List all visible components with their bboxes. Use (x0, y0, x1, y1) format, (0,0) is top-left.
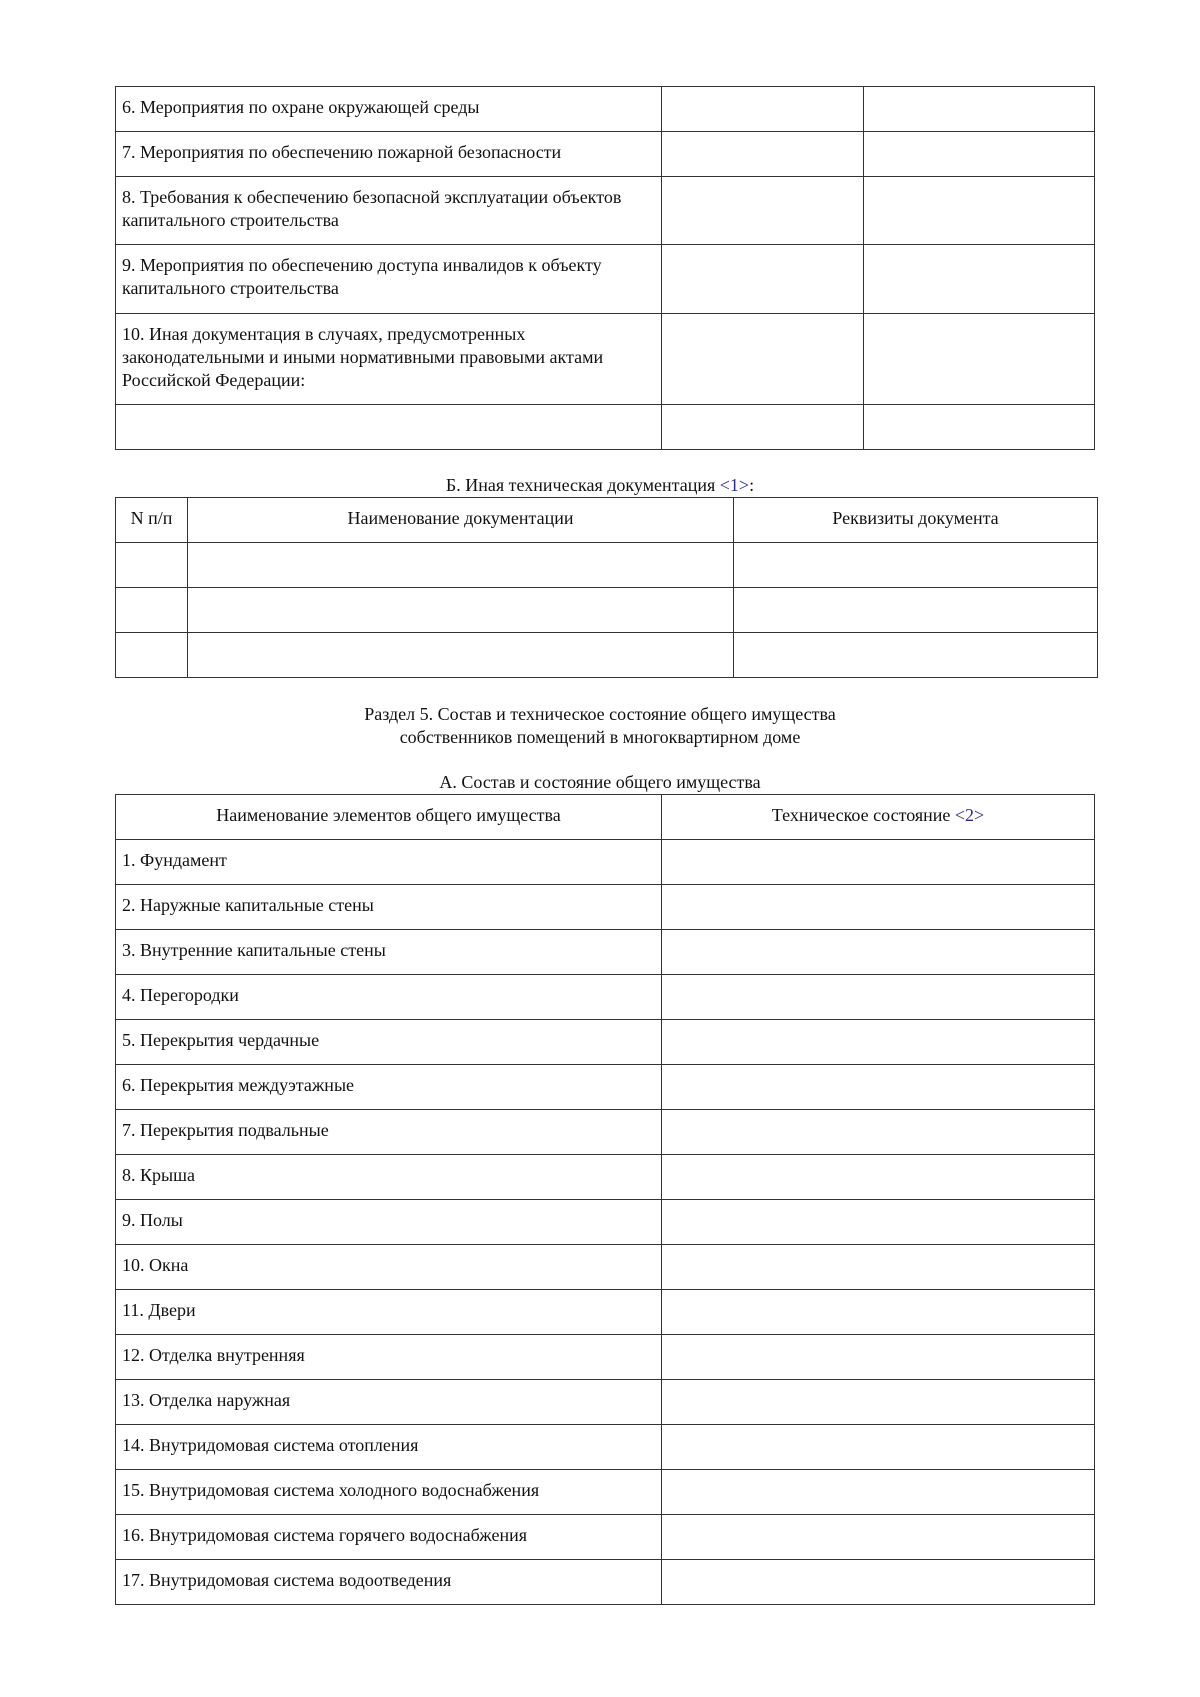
table-row (116, 1380, 1095, 1425)
section-5-title-line2: собственников помещений в многоквартирном доме (399, 727, 801, 747)
empty-cell (864, 177, 1095, 245)
table-row (116, 1110, 1095, 1155)
empty-cell (662, 245, 864, 314)
table-row (116, 840, 1095, 885)
state-cell (662, 840, 1095, 885)
table-row (116, 588, 1098, 633)
state-cell (662, 1065, 1095, 1110)
table-row (116, 1515, 1095, 1560)
empty-cell (662, 177, 864, 245)
element-cell: 12. Отделка внутренняя (116, 1335, 662, 1380)
state-cell (662, 1335, 1095, 1380)
table-row (116, 975, 1095, 1020)
empty-cell (188, 633, 734, 678)
section-5a-subtitle: А. Состав и состояние общего имущества (439, 772, 761, 792)
doc-name-cell: 10. Иная документация в случаях, предусмотренных законодательными и иными нормативными правовыми актами Российской Федерации: (116, 314, 662, 405)
element-cell: 13. Отделка наружная (116, 1380, 662, 1425)
doc-name-cell: 7. Мероприятия по обеспечению пожарной безопасности (116, 132, 662, 177)
table-row (116, 405, 1095, 450)
empty-cell (662, 87, 864, 132)
table-row (116, 1155, 1095, 1200)
doc-name-cell: 6. Мероприятия по охране окружающей среды (116, 87, 662, 132)
state-cell (662, 1470, 1095, 1515)
element-cell: 6. Перекрытия междуэтажные (116, 1065, 662, 1110)
table-row (116, 633, 1098, 678)
empty-cell (188, 543, 734, 588)
table-row (116, 1560, 1095, 1605)
element-cell: 11. Двери (116, 1290, 662, 1335)
table-row (116, 885, 1095, 930)
table-row (116, 930, 1095, 975)
doc-name-cell: 9. Мероприятия по обеспечению доступа инвалидов к объекту капитального строительства (116, 245, 662, 314)
state-cell (662, 1110, 1095, 1155)
empty-cell (116, 588, 188, 633)
state-cell (662, 975, 1095, 1020)
element-cell: 10. Окна (116, 1245, 662, 1290)
section-b-title: Б. Иная техническая документация <1>: (445, 475, 755, 495)
state-cell (662, 1245, 1095, 1290)
state-cell (662, 1425, 1095, 1470)
state-cell (662, 1200, 1095, 1245)
element-cell: 1. Фундамент (116, 840, 662, 885)
empty-cell (188, 588, 734, 633)
column-header-state: Техническое состояние <2> (662, 795, 1095, 840)
table-row (116, 543, 1098, 588)
table-header-row (116, 498, 1098, 543)
element-cell: 4. Перегородки (116, 975, 662, 1020)
empty-cell (864, 87, 1095, 132)
table-row (116, 1245, 1095, 1290)
project-documentation-table (115, 86, 1095, 450)
empty-cell (864, 405, 1095, 450)
empty-cell (864, 245, 1095, 314)
empty-cell (864, 314, 1095, 405)
table-row (116, 1425, 1095, 1470)
footnote-ref-1[interactable]: <1> (719, 475, 750, 495)
doc-name-cell: 8. Требования к обеспечению безопасной эксплуатации объектов капитального строительства (116, 177, 662, 245)
table-row (116, 1335, 1095, 1380)
state-cell (662, 930, 1095, 975)
empty-cell (116, 543, 188, 588)
element-cell: 17. Внутридомовая система водоотведения (116, 1560, 662, 1605)
table-row (116, 177, 1095, 245)
column-header-name: Наименование документации (188, 498, 734, 543)
element-cell: 5. Перекрытия чердачные (116, 1020, 662, 1065)
element-cell: 9. Полы (116, 1200, 662, 1245)
empty-cell (734, 543, 1098, 588)
state-cell (662, 1380, 1095, 1425)
empty-cell (116, 633, 188, 678)
state-cell (662, 1020, 1095, 1065)
table-header-row (116, 795, 1095, 840)
table-row (116, 245, 1095, 314)
footnote-ref-2[interactable]: <2> (954, 805, 985, 825)
empty-cell (864, 132, 1095, 177)
section-5-title (0, 703, 1200, 749)
empty-cell (662, 405, 864, 450)
state-cell (662, 1515, 1095, 1560)
state-cell (662, 1155, 1095, 1200)
common-property-table (115, 794, 1095, 1605)
table-row (116, 314, 1095, 405)
table-row (116, 132, 1095, 177)
table-row (116, 1290, 1095, 1335)
section-5-title-line1: Раздел 5. Состав и техническое состояние общего имущества (364, 704, 836, 724)
column-header-element: Наименование элементов общего имущества (116, 795, 662, 840)
element-cell: 15. Внутридомовая система холодного водоснабжения (116, 1470, 662, 1515)
element-cell: 2. Наружные капитальные стены (116, 885, 662, 930)
column-header-details: Реквизиты документа (734, 498, 1098, 543)
element-cell: 7. Перекрытия подвальные (116, 1110, 662, 1155)
state-cell (662, 1560, 1095, 1605)
empty-cell (734, 633, 1098, 678)
empty-cell (662, 132, 864, 177)
element-cell: 8. Крыша (116, 1155, 662, 1200)
other-documentation-table (115, 497, 1098, 678)
state-cell (662, 885, 1095, 930)
table-row (116, 1200, 1095, 1245)
element-cell: 16. Внутридомовая система горячего водоснабжения (116, 1515, 662, 1560)
doc-name-cell (116, 405, 662, 450)
empty-cell (662, 314, 864, 405)
element-cell: 14. Внутридомовая система отопления (116, 1425, 662, 1470)
empty-cell (734, 588, 1098, 633)
table-row (116, 1470, 1095, 1515)
table-row (116, 1020, 1095, 1065)
table-row (116, 87, 1095, 132)
state-cell (662, 1290, 1095, 1335)
column-header-num: N п/п (116, 498, 188, 543)
element-cell: 3. Внутренние капитальные стены (116, 930, 662, 975)
table-row (116, 1065, 1095, 1110)
